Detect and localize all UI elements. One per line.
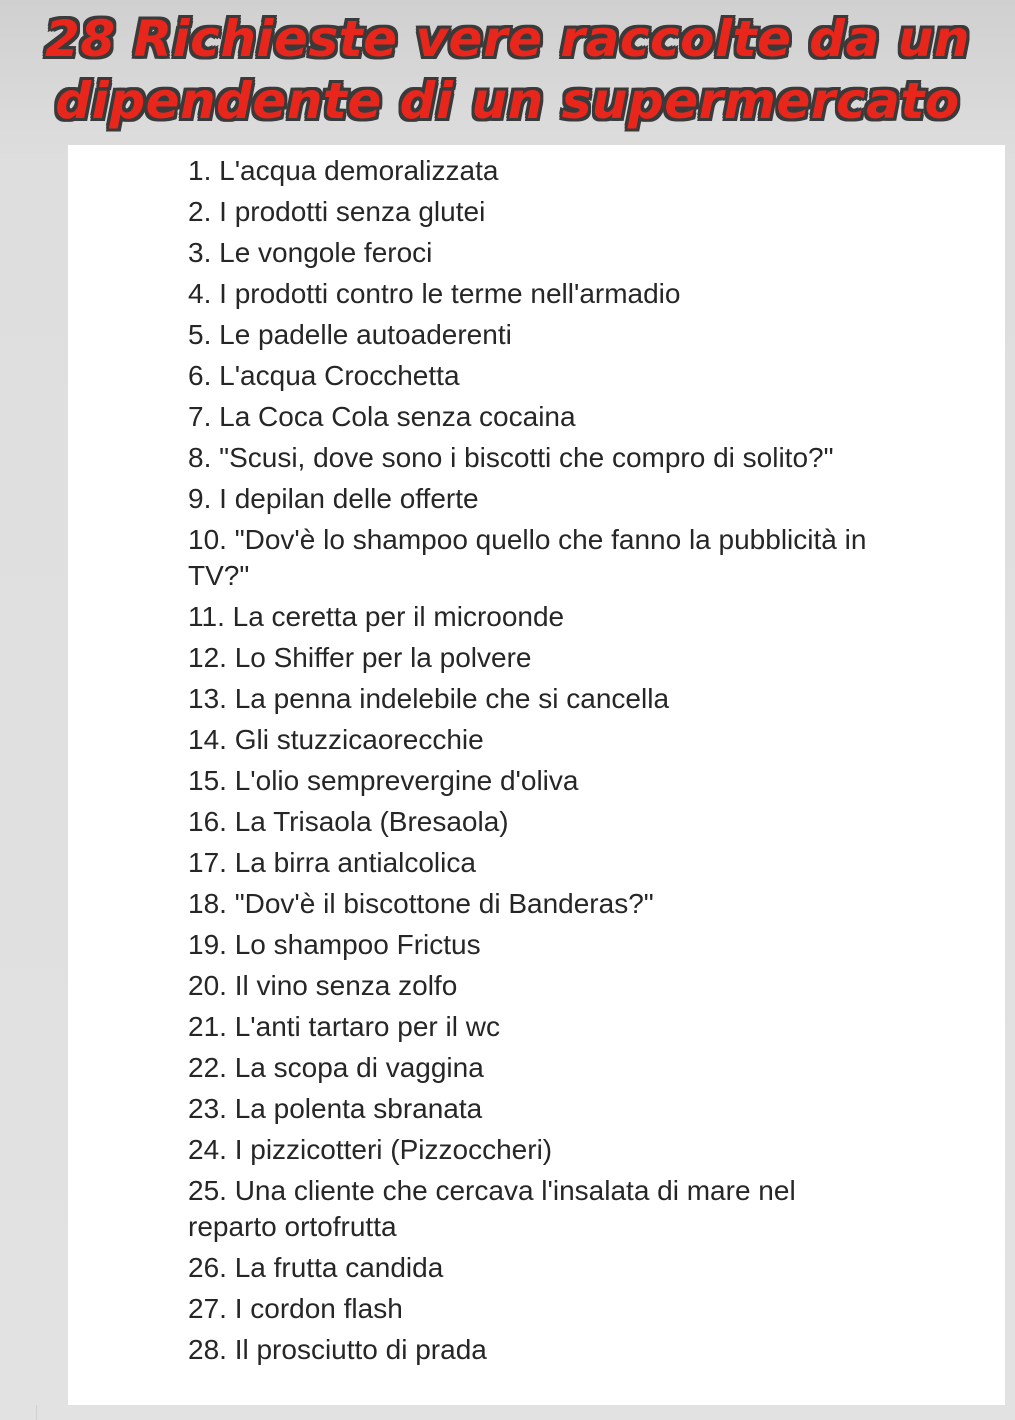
- list-item: 11. La ceretta per il microonde: [188, 601, 565, 632]
- list-item: 3. Le vongole feroci: [188, 237, 433, 268]
- list-item: 14. Gli stuzzicaorecchie: [188, 724, 484, 755]
- title-line-1: 28 Richieste vere raccolte da un: [45, 10, 970, 68]
- list-item: 19. Lo shampoo Frictus: [188, 929, 481, 960]
- list-item: 6. L'acqua Crocchetta: [188, 360, 460, 391]
- list-item: 26. La frutta candida: [188, 1252, 444, 1283]
- list-panel: [68, 145, 1005, 1405]
- list-item: 17. La birra antialcolica: [188, 847, 476, 878]
- list-item: 12. Lo Shiffer per la polvere: [188, 642, 532, 673]
- poster-title: [0, 8, 1015, 132]
- list-item: 5. Le padelle autoaderenti: [188, 319, 512, 350]
- title-line-2: dipendente di un supermercato: [55, 72, 960, 130]
- list-item: 21. L'anti tartaro per il wc: [188, 1011, 500, 1042]
- requests-list: [188, 153, 888, 1373]
- list-item: 20. Il vino senza zolfo: [188, 970, 458, 1001]
- list-item: 7. La Coca Cola senza cocaina: [188, 401, 576, 432]
- list-item: 13. La penna indelebile che si cancella: [188, 683, 670, 714]
- list-item: 4. I prodotti contro le terme nell'armadio: [188, 278, 681, 309]
- list-item: 28. Il prosciutto di prada: [188, 1334, 487, 1365]
- list-item: 27. I cordon flash: [188, 1293, 403, 1324]
- list-item: 23. La polenta sbranata: [188, 1093, 483, 1124]
- list-item: 25. Una cliente che cercava l'insalata di mare nel reparto ortofrutta: [188, 1175, 796, 1242]
- frame-edge: [36, 1405, 37, 1420]
- list-item: 24. I pizzicotteri (Pizzoccheri): [188, 1134, 553, 1165]
- list-item: 18. "Dov'è il biscottone di Banderas?": [188, 888, 654, 919]
- list-item: 22. La scopa di vaggina: [188, 1052, 484, 1083]
- list-item: 1. L'acqua demoralizzata: [188, 155, 499, 186]
- list-item: 8. "Scusi, dove sono i biscotti che compro di solito?": [188, 442, 834, 473]
- list-item: 2. I prodotti senza glutei: [188, 196, 486, 227]
- list-item: 15. L'olio semprevergine d'oliva: [188, 765, 579, 796]
- list-item: 16. La Trisaola (Bresaola): [188, 806, 509, 837]
- list-item: 9. I depilan delle offerte: [188, 483, 479, 514]
- list-item: 10. "Dov'è lo shampoo quello che fanno la pubblicità in TV?": [188, 524, 867, 591]
